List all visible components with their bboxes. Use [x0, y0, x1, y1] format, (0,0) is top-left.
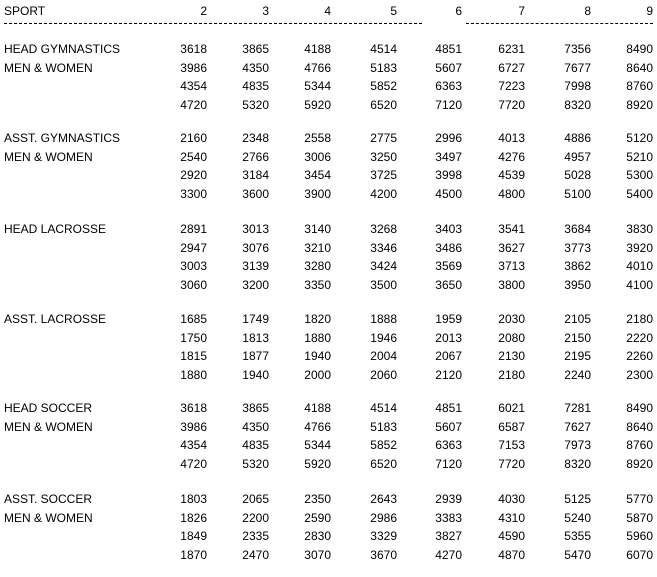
table-cell: 3268 [370, 222, 397, 236]
table-cell: 2947 [180, 240, 207, 255]
table-cell: 4030 [498, 492, 525, 506]
table-cell: 3060 [180, 277, 207, 292]
table-cell: 5852 [370, 438, 397, 452]
table-cell: 2030 [498, 312, 525, 326]
table-cell: 2470 [242, 547, 269, 562]
sport-label: HEAD SOCCER [4, 401, 93, 415]
table-cell: 3650 [435, 277, 462, 292]
table-cell: 1940 [304, 349, 331, 363]
table-cell: 3486 [435, 240, 462, 255]
table-cell: 3070 [304, 547, 331, 562]
table-cell: 3670 [370, 547, 397, 562]
table-cell: 5960 [626, 529, 653, 543]
table-cell: 8490 [626, 401, 653, 415]
table-cell: 5344 [304, 438, 331, 452]
table-cell: 4720 [180, 97, 207, 112]
table-row [0, 546, 657, 564]
table-cell: 4200 [370, 186, 397, 201]
column-header-8: 8 [584, 4, 591, 18]
table-cell: 4010 [626, 259, 653, 273]
table-cell: 4350 [242, 419, 269, 434]
table-cell: 3403 [435, 222, 462, 236]
sport-label: ASST. GYMNASTICS [4, 131, 121, 145]
table-cell: 1880 [180, 367, 207, 382]
table-cell: 3950 [564, 277, 591, 292]
table-cell: 2540 [180, 149, 207, 164]
table-cell: 2590 [304, 510, 331, 525]
table-cell: 1815 [180, 349, 207, 363]
table-cell: 2830 [304, 529, 331, 543]
sport-label: ASST. SOCCER [4, 492, 93, 506]
table-cell: 5240 [564, 510, 591, 525]
table-cell: 8640 [626, 419, 653, 434]
table-cell: 4720 [180, 456, 207, 471]
table-cell: 3500 [370, 277, 397, 292]
table-row [0, 129, 657, 147]
table-cell: 4354 [180, 438, 207, 452]
table-row [0, 148, 657, 166]
table-cell: 5183 [370, 419, 397, 434]
table-row [0, 40, 657, 58]
table-row [0, 276, 657, 294]
table-cell: 3865 [242, 401, 269, 415]
table-row [0, 310, 657, 328]
table-cell: 7223 [498, 79, 525, 93]
table-cell: 4851 [435, 401, 462, 415]
table-cell: 2060 [370, 367, 397, 382]
table-cell: 4514 [370, 42, 397, 56]
table-cell: 5100 [564, 186, 591, 201]
table-cell: 7677 [564, 60, 591, 75]
table-cell: 4276 [498, 149, 525, 164]
table-cell: 6520 [370, 456, 397, 471]
table-cell: 5920 [304, 97, 331, 112]
header-rule-left [4, 23, 422, 24]
table-cell: 2350 [304, 492, 331, 506]
table-row [0, 366, 657, 384]
table-cell: 5852 [370, 79, 397, 93]
table-cell: 5125 [564, 492, 591, 506]
table-cell: 3184 [242, 168, 269, 182]
table-cell: 3920 [626, 240, 653, 255]
column-header-5: 5 [390, 4, 397, 18]
table-cell: 8920 [626, 97, 653, 112]
table-cell: 4870 [498, 547, 525, 562]
table-cell: 8760 [626, 438, 653, 452]
table-cell: 2891 [180, 222, 207, 236]
table-cell: 1813 [242, 330, 269, 345]
table-cell: 3424 [370, 259, 397, 273]
table-row [0, 527, 657, 545]
table-cell: 2558 [304, 131, 331, 145]
table-cell: 3865 [242, 42, 269, 56]
table-row [0, 455, 657, 473]
table-row [0, 59, 657, 77]
table-cell: 2348 [242, 131, 269, 145]
table-cell: 7720 [498, 456, 525, 471]
table-cell: 5870 [626, 510, 653, 525]
table-cell: 3773 [564, 240, 591, 255]
table-cell: 8320 [564, 456, 591, 471]
table-row [0, 399, 657, 417]
table-row [0, 185, 657, 203]
table-cell: 4310 [498, 510, 525, 525]
column-header-7: 7 [518, 4, 525, 18]
table-cell: 4500 [435, 186, 462, 201]
table-cell: 1849 [180, 529, 207, 543]
table-cell: 6520 [370, 97, 397, 112]
table-cell: 2775 [370, 131, 397, 145]
table-cell: 2180 [498, 367, 525, 382]
table-cell: 1946 [370, 330, 397, 345]
table-cell: 2000 [304, 367, 331, 382]
table-cell: 2986 [370, 510, 397, 525]
table-cell: 7120 [435, 456, 462, 471]
table-cell: 3830 [626, 222, 653, 236]
table-cell: 3986 [180, 60, 207, 75]
table-cell: 3346 [370, 240, 397, 255]
table-cell: 4188 [304, 401, 331, 415]
table-cell: 2200 [242, 510, 269, 525]
table-cell: 2105 [564, 312, 591, 326]
table-cell: 7120 [435, 97, 462, 112]
table-cell: 1877 [242, 349, 269, 363]
table-cell: 3862 [564, 259, 591, 273]
table-cell: 3998 [435, 168, 462, 182]
table-cell: 2065 [242, 492, 269, 506]
table-cell: 8490 [626, 42, 653, 56]
table-cell: 3454 [304, 168, 331, 182]
table-cell: 3140 [304, 222, 331, 236]
table-row [0, 96, 657, 114]
table-cell: 5320 [242, 456, 269, 471]
table-cell: 5210 [626, 149, 653, 164]
table-cell: 2150 [564, 330, 591, 345]
table-cell: 7998 [564, 79, 591, 93]
table-cell: 5320 [242, 97, 269, 112]
table-cell: 3076 [242, 240, 269, 255]
table-cell: 3350 [304, 277, 331, 292]
table-cell: 3383 [435, 510, 462, 525]
table-cell: 4270 [435, 547, 462, 562]
table-cell: 6021 [498, 401, 525, 415]
header-rule-right [466, 23, 653, 24]
table-cell: 3627 [498, 240, 525, 255]
table-cell: 4514 [370, 401, 397, 415]
table-cell: 2240 [564, 367, 591, 382]
table-cell: 2160 [180, 131, 207, 145]
table-cell: 2180 [626, 312, 653, 326]
table-cell: 4957 [564, 149, 591, 164]
table-cell: 5920 [304, 456, 331, 471]
table-row [0, 436, 657, 454]
table-cell: 6727 [498, 60, 525, 75]
table-cell: 6231 [498, 42, 525, 56]
table-cell: 4354 [180, 79, 207, 93]
table-cell: 3280 [304, 259, 331, 273]
table-cell: 5470 [564, 547, 591, 562]
table-row [0, 239, 657, 257]
sport-label: MEN & WOMEN [4, 510, 93, 525]
table-row [0, 490, 657, 508]
table-cell: 5120 [626, 131, 653, 145]
table-cell: 7281 [564, 401, 591, 415]
table-cell: 2004 [370, 349, 397, 363]
table-cell: 5028 [564, 168, 591, 182]
sport-label: MEN & WOMEN [4, 149, 93, 164]
table-cell: 3003 [180, 259, 207, 273]
table-cell: 8760 [626, 79, 653, 93]
table-cell: 5607 [435, 60, 462, 75]
column-header-4: 4 [324, 4, 331, 18]
table-cell: 2195 [564, 349, 591, 363]
table-cell: 7973 [564, 438, 591, 452]
table-cell: 4539 [498, 168, 525, 182]
table-cell: 3250 [370, 149, 397, 164]
table-cell: 7356 [564, 42, 591, 56]
table-cell: 2080 [498, 330, 525, 345]
table-cell: 3200 [242, 277, 269, 292]
table-cell: 8320 [564, 97, 591, 112]
table-cell: 2300 [626, 367, 653, 382]
table-cell: 3618 [180, 401, 207, 415]
table-cell: 1880 [304, 330, 331, 345]
table-cell: 3618 [180, 42, 207, 56]
table-cell: 7153 [498, 438, 525, 452]
table-cell: 1870 [180, 547, 207, 562]
column-header-2: 2 [200, 4, 207, 18]
table-cell: 3569 [435, 259, 462, 273]
column-header-3: 3 [262, 4, 269, 18]
table-cell: 4590 [498, 529, 525, 543]
table-cell: 4188 [304, 42, 331, 56]
table-row [0, 166, 657, 184]
column-header-9: 9 [646, 4, 653, 18]
table-cell: 2260 [626, 349, 653, 363]
table-cell: 3713 [498, 259, 525, 273]
table-cell: 7720 [498, 97, 525, 112]
table-cell: 5300 [626, 168, 653, 182]
table-cell: 1685 [180, 312, 207, 326]
table-cell: 1750 [180, 330, 207, 345]
table-cell: 5400 [626, 186, 653, 201]
table-cell: 4766 [304, 419, 331, 434]
sport-label: ASST. LACROSSE [4, 312, 107, 326]
table-cell: 6587 [498, 419, 525, 434]
table-cell: 4886 [564, 131, 591, 145]
table-cell: 3006 [304, 149, 331, 164]
table-cell: 4800 [498, 186, 525, 201]
table-cell: 5344 [304, 79, 331, 93]
table-cell: 6070 [626, 547, 653, 562]
table-cell: 2939 [435, 492, 462, 506]
table-cell: 1959 [435, 312, 462, 326]
table-cell: 2920 [180, 168, 207, 182]
table-cell: 1826 [180, 510, 207, 525]
table-cell: 1940 [242, 367, 269, 382]
table-cell: 2120 [435, 367, 462, 382]
column-header-6: 6 [455, 4, 462, 18]
table-cell: 2766 [242, 149, 269, 164]
table-cell: 1803 [180, 492, 207, 506]
sport-label: HEAD LACROSSE [4, 222, 107, 236]
table-cell: 2013 [435, 330, 462, 345]
table-cell: 1888 [370, 312, 397, 326]
table-cell: 2996 [435, 131, 462, 145]
table-cell: 7627 [564, 419, 591, 434]
table-cell: 3210 [304, 240, 331, 255]
table-cell: 4766 [304, 60, 331, 75]
table-cell: 2335 [242, 529, 269, 543]
table-cell: 6363 [435, 438, 462, 452]
table-row [0, 509, 657, 527]
table-cell: 3013 [242, 222, 269, 236]
table-cell: 1749 [242, 312, 269, 326]
table-cell: 3725 [370, 168, 397, 182]
table-cell: 5770 [626, 492, 653, 506]
table-cell: 3986 [180, 419, 207, 434]
table-cell: 6363 [435, 79, 462, 93]
table-cell: 2220 [626, 330, 653, 345]
table-cell: 2643 [370, 492, 397, 506]
table-cell: 3600 [242, 186, 269, 201]
table-cell: 3827 [435, 529, 462, 543]
table-cell: 2067 [435, 349, 462, 363]
table-cell: 4013 [498, 131, 525, 145]
table-cell: 8920 [626, 456, 653, 471]
sport-label: HEAD GYMNASTICS [4, 42, 121, 56]
table-cell: 3300 [180, 186, 207, 201]
table-cell: 3800 [498, 277, 525, 292]
table-cell: 3684 [564, 222, 591, 236]
table-cell: 5607 [435, 419, 462, 434]
table-cell: 3497 [435, 149, 462, 164]
table-row [0, 329, 657, 347]
table-row [0, 418, 657, 436]
table-row [0, 220, 657, 238]
table-row [0, 257, 657, 275]
table-cell: 5355 [564, 529, 591, 543]
table-cell: 3139 [242, 259, 269, 273]
table-row [0, 347, 657, 365]
table-cell: 1820 [304, 312, 331, 326]
table-cell: 3900 [304, 186, 331, 201]
table-cell: 4100 [626, 277, 653, 292]
table-cell: 5183 [370, 60, 397, 75]
table-row [0, 77, 657, 95]
table-cell: 4835 [242, 79, 269, 93]
sport-label: MEN & WOMEN [4, 419, 93, 434]
table-cell: 3329 [370, 529, 397, 543]
sport-column-header: SPORT [4, 4, 46, 18]
table-cell: 2130 [498, 349, 525, 363]
table-cell: 3541 [498, 222, 525, 236]
table-cell: 4835 [242, 438, 269, 452]
sport-label: MEN & WOMEN [4, 60, 93, 75]
table-cell: 4350 [242, 60, 269, 75]
table-cell: 8640 [626, 60, 653, 75]
table-cell: 4851 [435, 42, 462, 56]
